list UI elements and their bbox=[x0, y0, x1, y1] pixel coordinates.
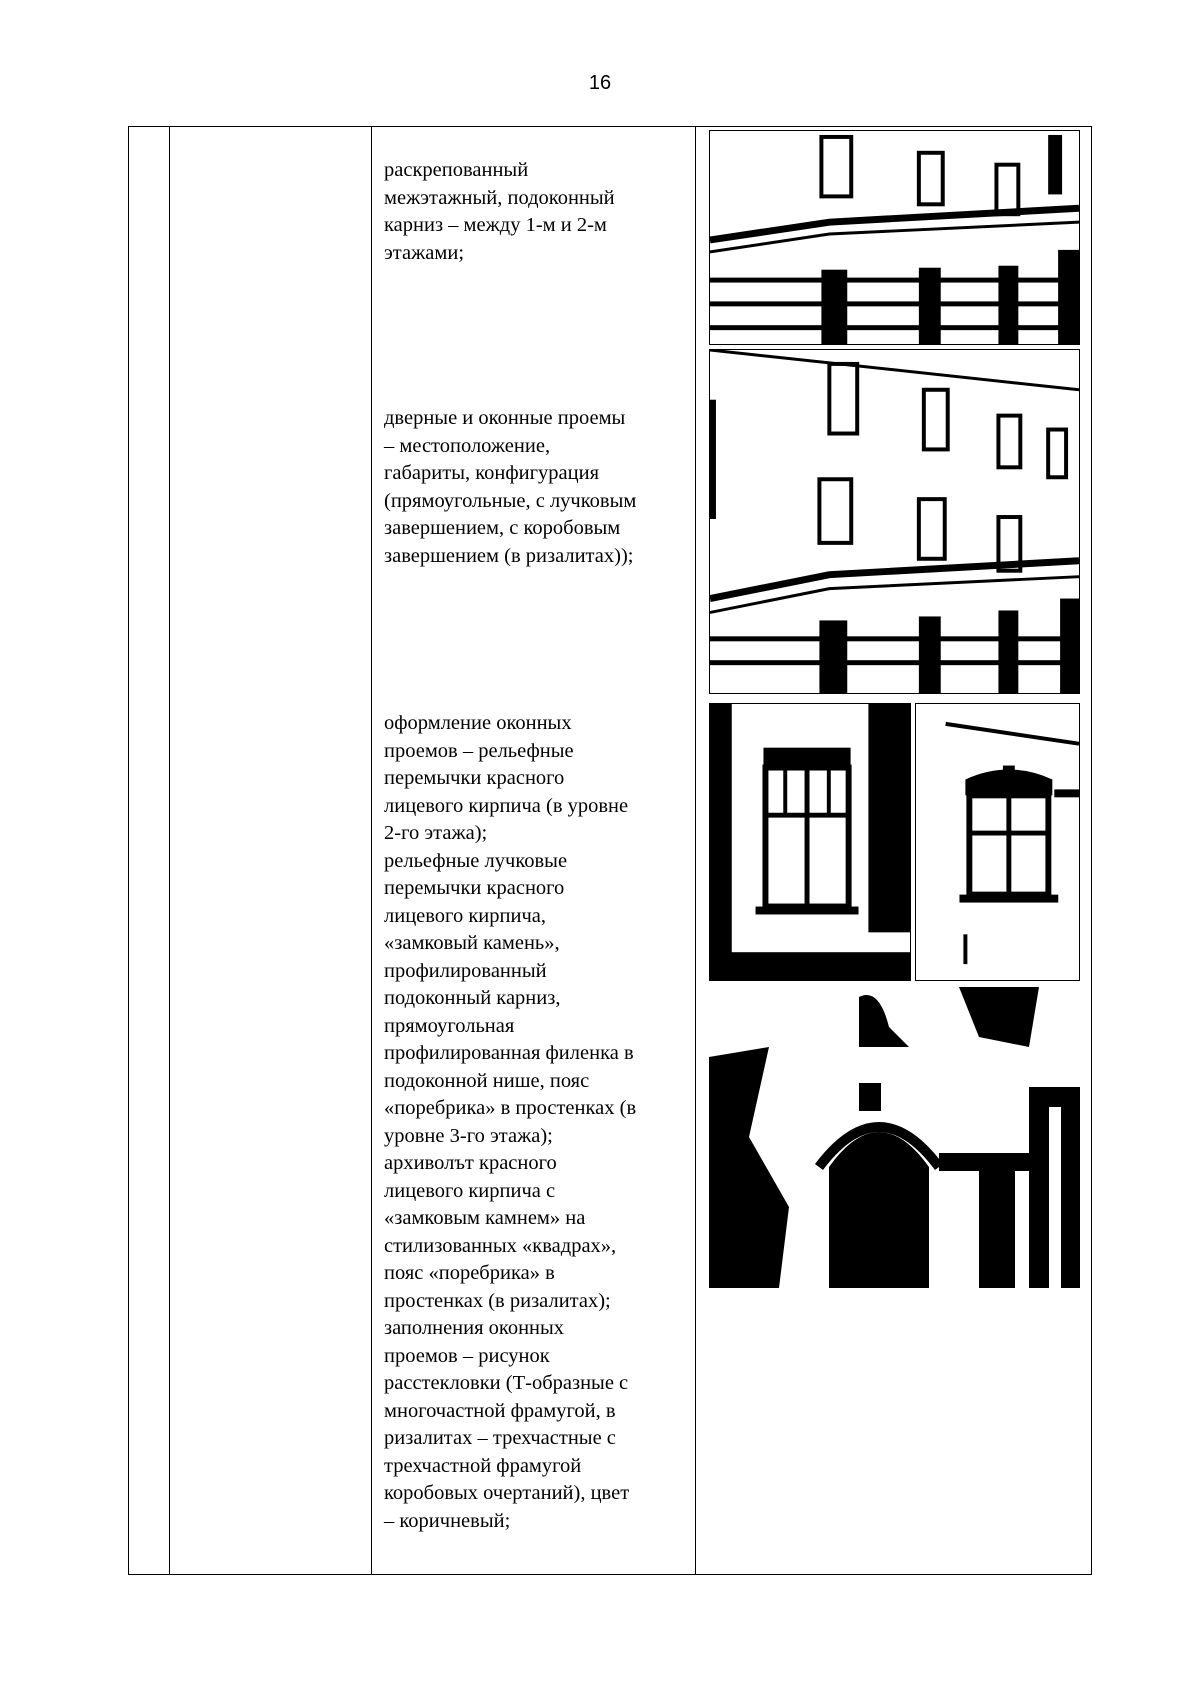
window-lintel-photo bbox=[709, 703, 911, 981]
column-divider-1 bbox=[169, 127, 170, 1574]
page-number: 16 bbox=[588, 72, 612, 94]
column-divider-3 bbox=[695, 127, 696, 1574]
archivolt-photo bbox=[709, 987, 1080, 1288]
facade-openings-photo bbox=[709, 349, 1080, 694]
window-decoration-description: оформление оконных проемов – рельефные перемычки красного лицевого кирпича (в уровне 2-го этажа); рельефные лучковые перемычки красного лицевого кирпича, «замковый камень», профилированный подоконный карниз, прямоугольная профилированная филенка в подоконной нише, пояс «поребрика» в простенках (в уровне 3-го этажа); архиволът красного лицевого кирпича с «замковым камнем» на стилизованных «квадрах», пояс «поребрика» в простенках (в ризалитах); заполнения оконных проемов – рисунок расстекловки (Т-образные с многочастной фрамугой, в ризалитах – трехчастные с трехчастной фрамугой коробовых очертаний), цвет – коричневый; bbox=[384, 712, 637, 1532]
window-keystone-photo bbox=[915, 703, 1080, 981]
openings-description: дверные и оконные проемы – местоположение, габариты, конфигурация (прямоугольные, с лучковым завершением, с коробовым завершением (в ризалитах)); bbox=[384, 407, 637, 567]
column-divider-2 bbox=[371, 127, 372, 1574]
cornice-description: раскрепованный межэтажный, подоконный карниз – между 1-м и 2-м этажами; bbox=[384, 159, 615, 264]
facade-cornice-photo bbox=[709, 130, 1080, 345]
